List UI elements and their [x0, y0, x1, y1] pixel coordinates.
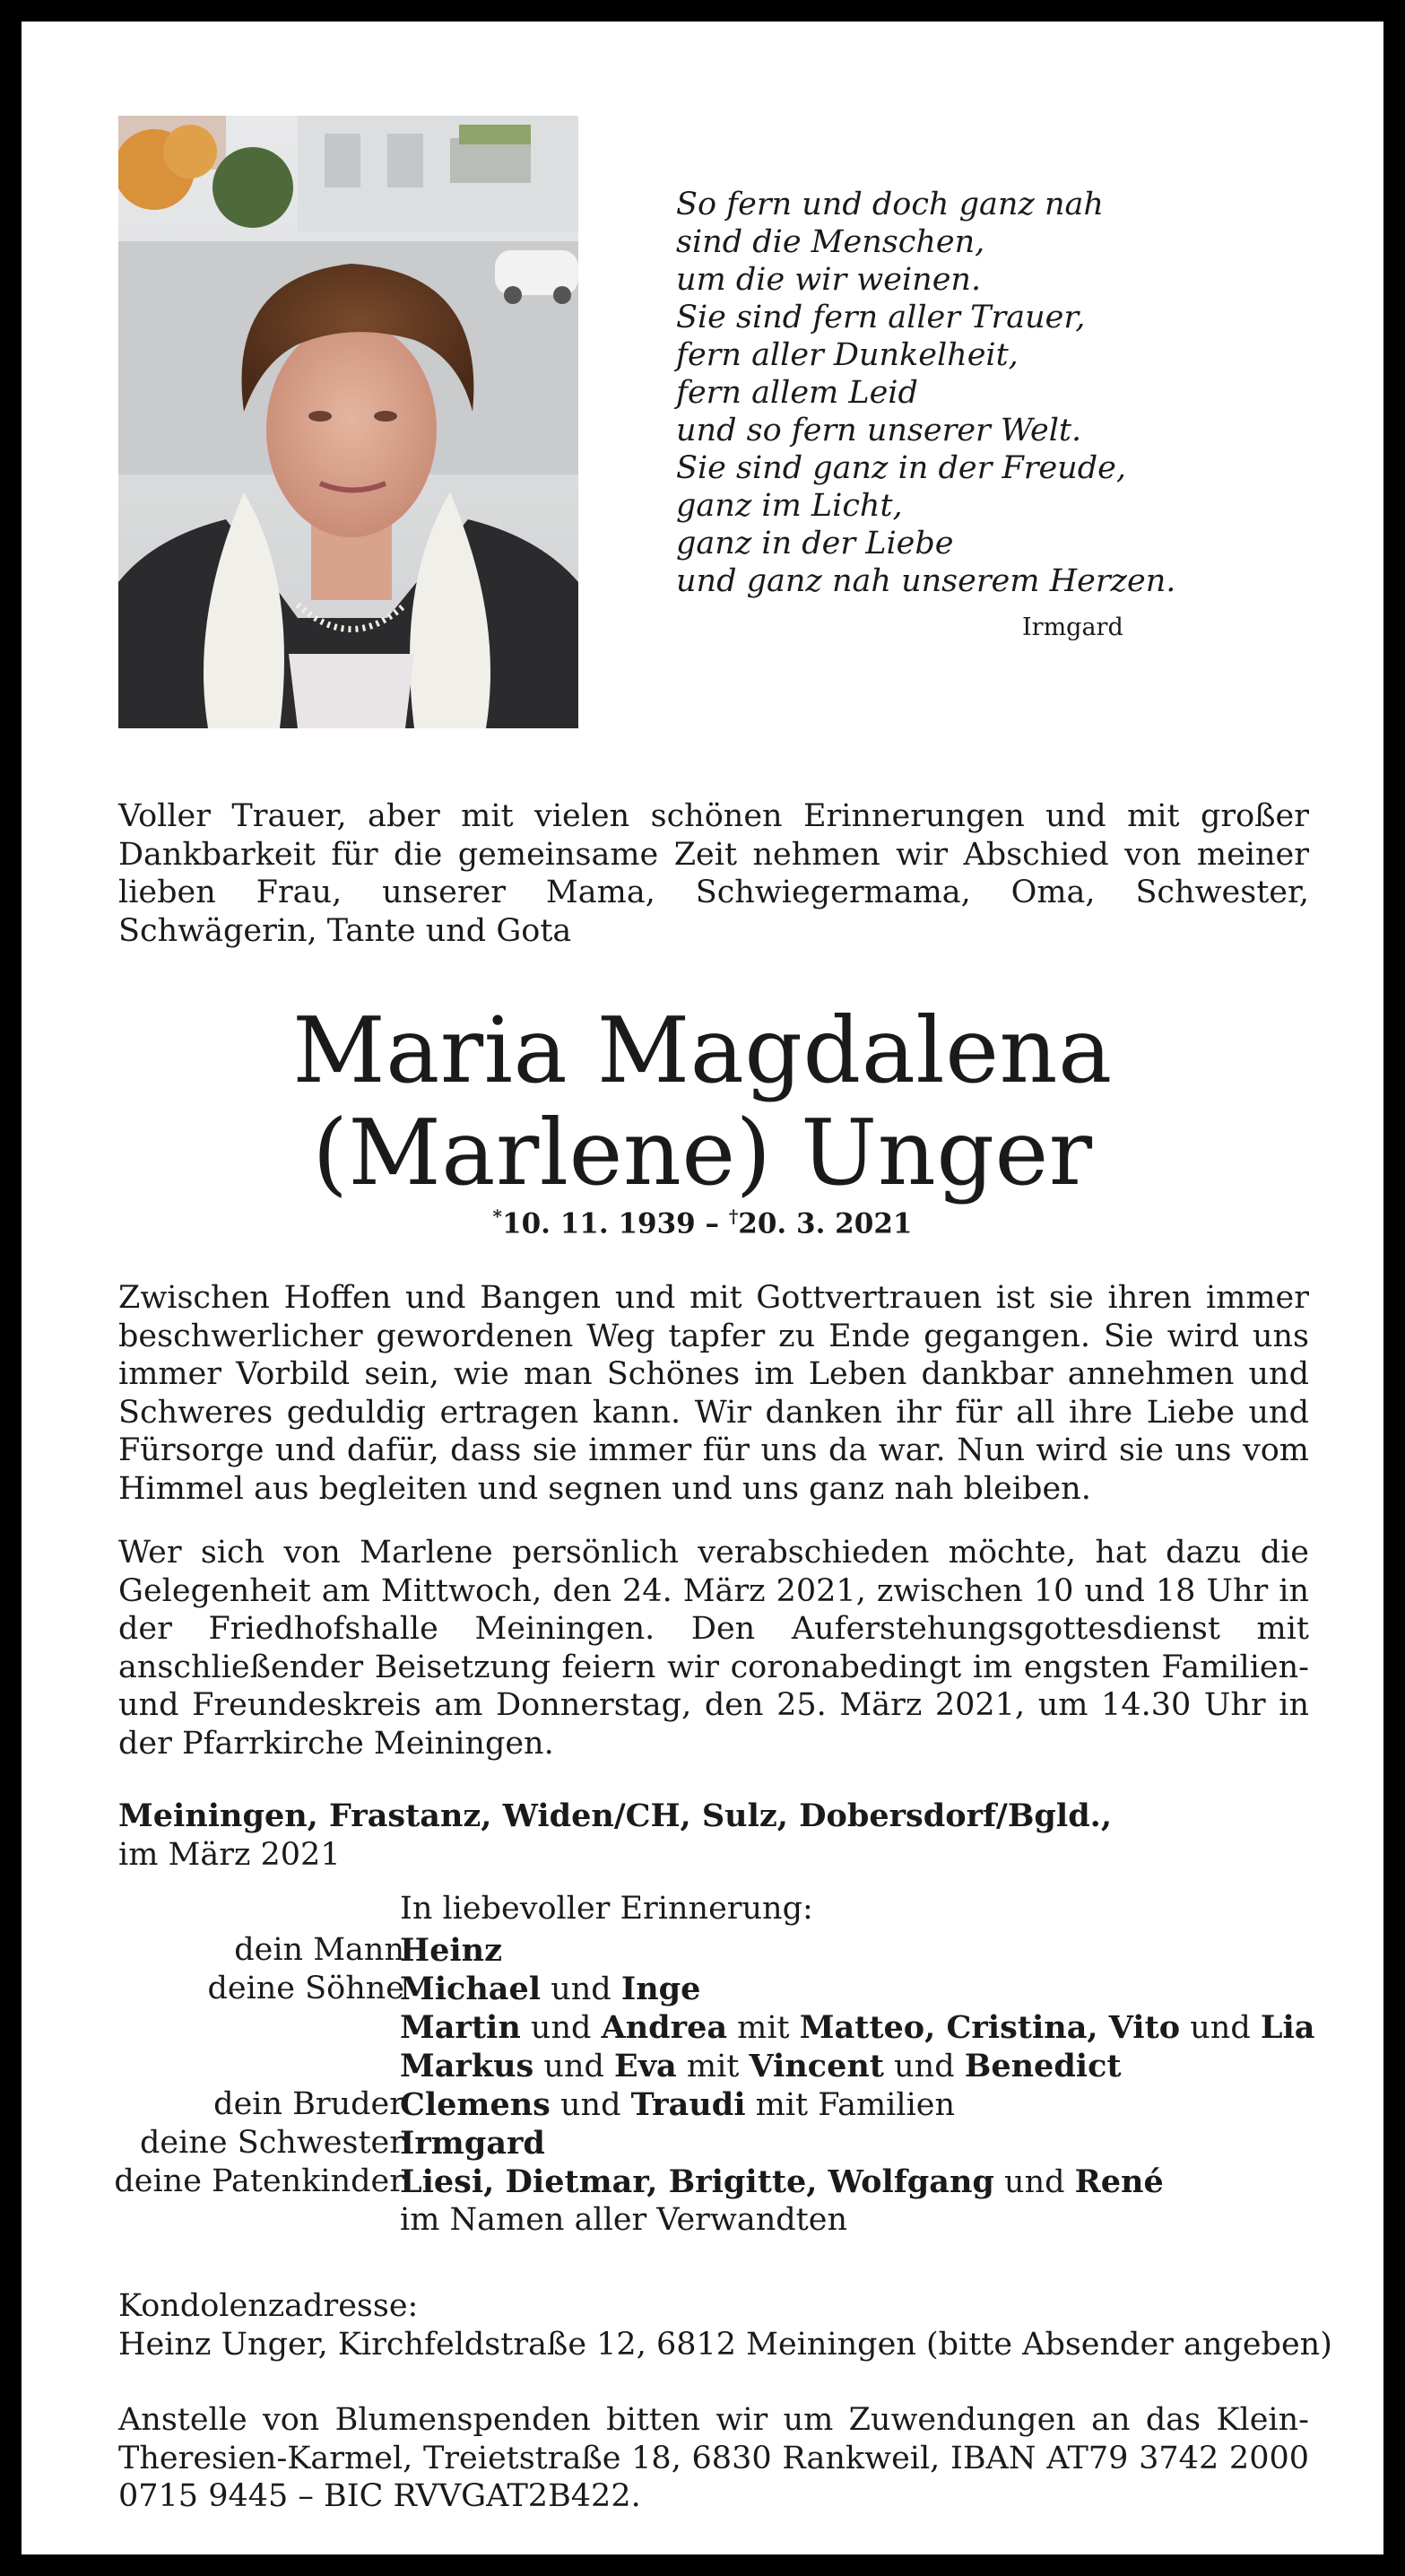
family-row [22, 2009, 1383, 2049]
places: Meiningen, Frastanz, Widen/CH, Sulz, Dobersdorf/Bgld., [118, 1797, 1113, 1834]
farewell-paragraph: Wer sich von Marlene persönlich verabschieden möchte, hat dazu die Gelegenheit am Mittwoch, den 24. März 2021, zwischen 10 und 18 Uhr in der Friedhofshalle Meiningen. Den Auferstehungsgottesdienst mit anschließender Beisetzung feiern wir coronabedingt im engsten Familien- und Freundeskreis am Donnerstag, den 25. März 2021, um 14.30 Uhr in der Pfarrkirche Meiningen. [118, 1535, 1309, 1762]
family-label: deine Patenkinder [114, 2163, 404, 2199]
family-row [22, 2202, 1383, 2241]
family-value: Irmgard [400, 2125, 545, 2162]
family-value: Martin und Andrea mit Matteo, Cristina, Vito und Lia [400, 2009, 1315, 2046]
family-label: dein Mann [234, 1932, 404, 1968]
family-row [22, 1932, 1383, 1971]
poem-line: fern allem Leid [676, 375, 918, 411]
poem-author: Irmgard [1022, 614, 1123, 641]
birth-symbol: * [492, 1205, 502, 1227]
remembrance-heading: In liebevoller Erinnerung: [400, 1891, 813, 1927]
family-row [22, 2048, 1383, 2087]
poem-line: Sie sind fern aller Trauer, [676, 300, 1086, 335]
portrait-photo-icon [118, 116, 578, 728]
deceased-name-line2: (Marlene) Unger [312, 1100, 1093, 1205]
poem-line: Sie sind ganz in der Freude, [676, 450, 1126, 486]
portrait-photo [118, 116, 578, 728]
family-value: Liesi, Dietmar, Brigitte, Wolfgang und René [400, 2163, 1164, 2200]
poem-line: und ganz nah unserem Herzen. [676, 563, 1176, 599]
family-label: deine Söhne [207, 1971, 404, 2006]
family-row [22, 2163, 1383, 2203]
obituary-page [22, 22, 1383, 2554]
donation-paragraph: Anstelle von Blumenspenden bitten wir um Zuwendungen an das Klein-Theresien-Karmel, Treietstraße 18, 6830 Rankweil, IBAN AT79 3742 2000 0715 9445 – BIC RVVGAT2B422. [118, 2402, 1309, 2514]
family-label: dein Bruder [213, 2086, 404, 2122]
family-value: Heinz [400, 1932, 502, 1969]
family-value: im Namen aller Verwandten [400, 2202, 847, 2238]
poem-line: um die wir weinen. [676, 262, 982, 298]
date-line: im März 2021 [118, 1837, 341, 1873]
family-value: Markus und Eva mit Vincent und Benedict [400, 2048, 1122, 2084]
family-row [22, 1971, 1383, 2010]
intro-paragraph: Voller Trauer, aber mit vielen schönen Erinnerungen und mit großer Dankbarkeit für die gemeinsame Zeit nehmen wir Abschied von meiner lieben Frau, unserer Mama, Schwiegermama, Oma, Schwester, Schwägerin, Tante und Gota [118, 798, 1309, 949]
deceased-name-line1: Maria Magdalena [292, 997, 1113, 1103]
date-separator: – [695, 1207, 729, 1240]
birth-date: 10. 11. 1939 [502, 1207, 696, 1240]
death-symbol: † [728, 1205, 739, 1227]
family-value: Clemens und Traudi mit Familien [400, 2086, 956, 2123]
poem [676, 186, 1322, 600]
poem-line: und so fern unserer Welt. [676, 413, 1082, 448]
family-label: deine Schwester [140, 2125, 404, 2161]
poem-line: fern aller Dunkelheit, [676, 337, 1019, 373]
condolence-heading: Kondolenzadresse: [118, 2288, 419, 2324]
poem-line: So fern und doch ganz nah [676, 187, 1104, 222]
family-row [22, 2125, 1383, 2164]
condolence-address: Heinz Unger, Kirchfeldstraße 12, 6812 Meiningen (bitte Absender angeben) [118, 2327, 1332, 2363]
family-value: Michael und Inge [400, 1971, 701, 2007]
body-paragraph: Zwischen Hoffen und Bangen und mit Gottvertrauen ist sie ihren immer beschwerlicher gewordenen Weg tapfer zu Ende gegangen. Sie wird uns immer Vorbild sein, wie man Schönes im Leben dankbar annehmen und Schweres geduldig ertragen kann. Wir danken ihr für all ihre Liebe und Fürsorge und dafür, dass sie immer für uns da war. Nun wird sie uns vom Himmel aus begleiten und segnen und uns ganz nah bleiben. [118, 1280, 1309, 1507]
poem-line: ganz im Licht, [676, 488, 903, 524]
poem-line: ganz in der Liebe [676, 526, 954, 561]
family-row [22, 2086, 1383, 2126]
poem-line: sind die Menschen, [676, 224, 985, 260]
death-date: 20. 3. 2021 [738, 1207, 913, 1240]
life-dates [22, 1205, 1383, 1240]
